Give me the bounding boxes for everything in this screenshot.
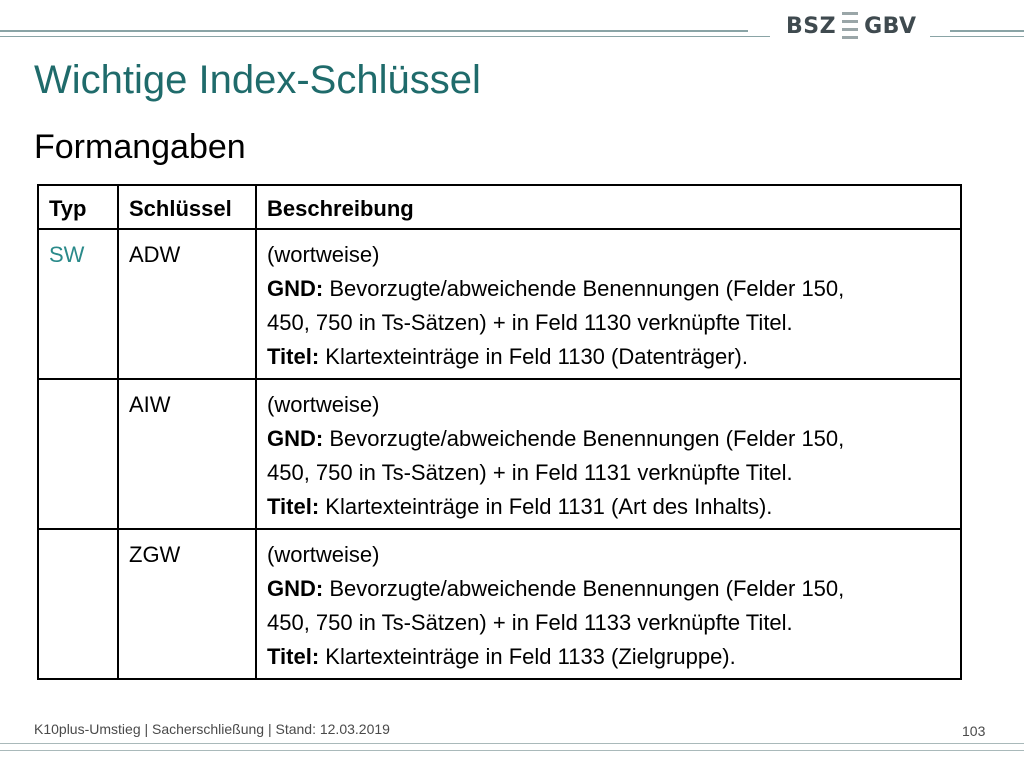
cell-typ xyxy=(38,529,118,679)
desc-gnd-label: GND: xyxy=(267,576,324,601)
header-beschreibung: Beschreibung xyxy=(256,185,961,229)
desc-intro: (wortweise) xyxy=(267,242,380,267)
desc-titel-label: Titel: xyxy=(267,344,320,369)
cell-typ xyxy=(38,379,118,529)
desc-titel-text: Klartexteinträge in Feld 1133 (Zielgruppe). xyxy=(319,644,736,669)
logo-mark-icon xyxy=(842,11,858,41)
header-schluessel: Schlüssel xyxy=(118,185,256,229)
desc-gnd-text-1: Bevorzugte/abweichende Benennungen (Felder 150, xyxy=(323,276,845,301)
header-rule-left-bottom xyxy=(0,36,770,37)
index-key-table xyxy=(37,184,962,680)
cell-typ: SW xyxy=(38,229,118,379)
cell-key: ADW xyxy=(118,229,256,379)
desc-titel-label: Titel: xyxy=(267,494,320,519)
cell-description xyxy=(256,529,961,679)
desc-gnd-text-2: 450, 750 in Ts-Sätzen) + in Feld 1133 verknüpfte Titel. xyxy=(267,610,793,635)
desc-titel-label: Titel: xyxy=(267,644,320,669)
desc-titel-line xyxy=(267,640,950,674)
header-rule-right-top xyxy=(950,30,1024,32)
desc-gnd-text-1: Bevorzugte/abweichende Benennungen (Felder 150, xyxy=(323,576,845,601)
bsz-gbv-logo xyxy=(786,11,917,41)
page-number: 103 xyxy=(962,723,986,739)
page-subtitle: Formangaben xyxy=(34,128,246,166)
logo-text-left: BSZ xyxy=(786,13,837,39)
table-row xyxy=(38,379,961,529)
footer-rule-top xyxy=(0,743,1024,744)
header-rule-left-top xyxy=(0,30,748,32)
desc-titel-text: Klartexteinträge in Feld 1131 (Art des Inhalts). xyxy=(319,494,773,519)
desc-gnd-label: GND: xyxy=(267,426,324,451)
desc-gnd-line-1 xyxy=(267,422,950,456)
desc-intro: (wortweise) xyxy=(267,542,380,567)
table-header-row xyxy=(38,185,961,229)
desc-intro: (wortweise) xyxy=(267,392,380,417)
logo-text-right: GBV xyxy=(864,13,917,39)
footer-text: K10plus-Umstieg | Sacherschließung | Stand: 12.03.2019 xyxy=(34,721,390,737)
desc-gnd-text-2: 450, 750 in Ts-Sätzen) + in Feld 1131 verknüpfte Titel. xyxy=(267,460,793,485)
cell-key: ZGW xyxy=(118,529,256,679)
desc-gnd-line-1 xyxy=(267,272,950,306)
table-row xyxy=(38,529,961,679)
header-rule-right-bottom xyxy=(930,36,1024,37)
desc-gnd-text-2: 450, 750 in Ts-Sätzen) + in Feld 1130 verknüpfte Titel. xyxy=(267,310,793,335)
footer-rule-bottom xyxy=(0,750,1024,751)
table-row xyxy=(38,229,961,379)
header-typ: Typ xyxy=(38,185,118,229)
desc-titel-line xyxy=(267,340,950,374)
page-title: Wichtige Index-Schlüssel xyxy=(34,58,481,102)
desc-titel-line xyxy=(267,490,950,524)
cell-description xyxy=(256,229,961,379)
cell-key: AIW xyxy=(118,379,256,529)
desc-titel-text: Klartexteinträge in Feld 1130 (Datenträger). xyxy=(319,344,748,369)
desc-gnd-line-1 xyxy=(267,572,950,606)
desc-gnd-text-1: Bevorzugte/abweichende Benennungen (Felder 150, xyxy=(323,426,845,451)
cell-description xyxy=(256,379,961,529)
desc-gnd-label: GND: xyxy=(267,276,324,301)
